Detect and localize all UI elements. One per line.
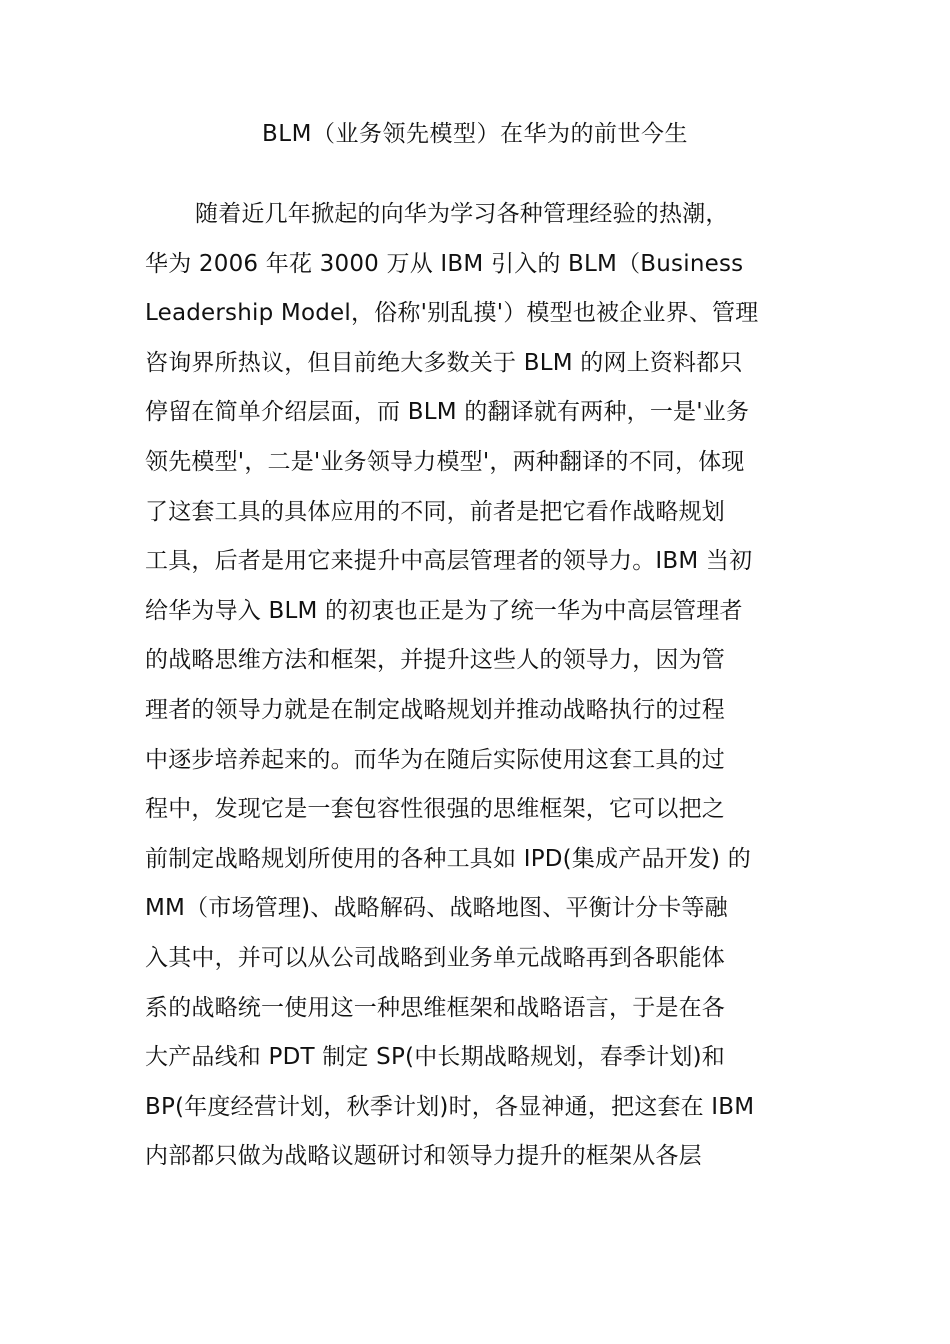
paragraph-line: 的战略思维方法和框架，并提升这些人的领导力，因为管 [145,647,725,674]
paragraph-line: 前制定战略规划所使用的各种工具如 IPD(集成产品开发) 的 [145,845,751,872]
paragraph-line: 工具，后者是用它来提升中高层管理者的领导力。IBM 当初 [145,548,753,575]
paragraph-line: 停留在简单介绍层面，而 BLM 的翻译就有两种，一是'业务 [145,399,750,426]
paragraph-line: 程中，发现它是一套包容性很强的思维框架，它可以把之 [145,796,725,823]
paragraph-line: 华为 2006 年花 3000 万从 IBM 引入的 BLM（Business [145,250,744,277]
document-title: BLM（业务领先模型）在华为的前世今生 [262,121,688,147]
paragraph-line: 系的战略统一使用这一种思维框架和战略语言，于是在各 [145,994,725,1021]
paragraph-line: 中逐步培养起来的。而华为在随后实际使用这套工具的过 [145,746,725,773]
paragraph-line: 随着近几年掀起的向华为学习各种管理经验的热潮， [195,201,729,227]
paragraph-line: 大产品线和 PDT 制定 SP(中长期战略规划，春季计划)和 [145,1044,725,1071]
paragraph-line: 了这套工具的具体应用的不同，前者是把它看作战略规划 [145,498,725,525]
body-paragraph [145,190,815,1182]
paragraph-line: MM（市场管理)、战略解码、战略地图、平衡计分卡等融 [145,895,728,922]
paragraph-line: 咨询界所热议，但目前绝大多数关于 BLM 的网上资料都只 [145,349,743,376]
paragraph-line: Leadership Model，俗称'别乱摸'）模型也被企业界、管理 [145,300,759,327]
paragraph-line: 入其中，并可以从公司战略到业务单元战略再到各职能体 [145,944,725,971]
paragraph-line: 领先模型'，二是'业务领导力模型'，两种翻译的不同，体现 [145,448,745,475]
paragraph-line: 理者的领导力就是在制定战略规划并推动战略执行的过程 [145,696,725,723]
paragraph-line: BP(年度经营计划，秋季计划)时，各显神通，把这套在 IBM [145,1093,755,1120]
paragraph-line: 内部都只做为战略议题研讨和领导力提升的框架从各层 [145,1143,702,1170]
paragraph-line: 给华为导入 BLM 的初衷也正是为了统一华为中高层管理者 [145,597,743,624]
